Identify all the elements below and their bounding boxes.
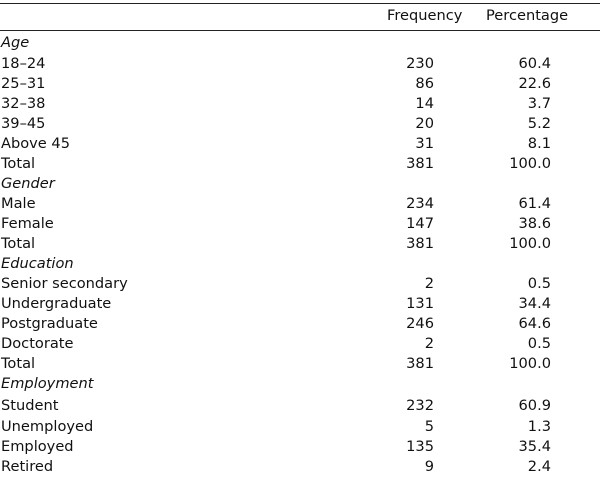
section-label: Employment: [1, 375, 94, 392]
percentage-cell: 0.5: [527, 335, 551, 352]
row-label: Male: [1, 195, 36, 212]
frequency-cell: 230: [406, 55, 434, 72]
section-header-row: [0, 374, 600, 394]
table-row: [0, 294, 600, 314]
table-row: [0, 314, 600, 334]
frequency-cell: 9: [424, 458, 434, 475]
row-label: Senior secondary: [1, 275, 128, 292]
percentage-cell: 22.6: [518, 75, 551, 92]
percentage-cell: 35.4: [518, 438, 551, 455]
row-label: Above 45: [1, 135, 70, 152]
table-row: [0, 214, 600, 234]
table-row: [0, 274, 600, 294]
table-row: [0, 437, 600, 457]
table-row: [0, 234, 600, 254]
frequency-cell: 234: [406, 195, 434, 212]
section-header-row: [0, 174, 600, 194]
frequency-cell: 31: [415, 135, 434, 152]
percentage-cell: 2.4: [527, 458, 551, 475]
table-row: [0, 114, 600, 134]
row-label: Total: [1, 235, 36, 252]
table-row: [0, 134, 600, 154]
percentage-cell: 100.0: [509, 235, 551, 252]
percentage-cell: 60.4: [518, 55, 551, 72]
section-label: Education: [1, 255, 74, 272]
section-label: Age: [1, 34, 30, 51]
column-header-frequency: Frequency: [387, 7, 463, 24]
row-label: Student: [1, 397, 59, 414]
frequency-cell: 2: [424, 275, 434, 292]
percentage-cell: 61.4: [518, 195, 551, 212]
percentage-cell: 64.6: [518, 315, 551, 332]
table-row: [0, 457, 600, 477]
row-label: Doctorate: [1, 335, 74, 352]
row-label: Undergraduate: [1, 295, 112, 312]
table-header-rule: [0, 30, 600, 31]
frequency-cell: 86: [415, 75, 434, 92]
table-top-rule: [0, 3, 600, 4]
frequency-cell: 381: [406, 155, 434, 172]
row-label: 18–24: [1, 55, 46, 72]
table-row: [0, 354, 600, 374]
percentage-cell: 60.9: [518, 397, 551, 414]
percentage-cell: 38.6: [518, 215, 551, 232]
table-row: [0, 94, 600, 114]
frequency-cell: 20: [415, 115, 434, 132]
table-row: [0, 334, 600, 354]
table-row: [0, 54, 600, 74]
table-row: [0, 154, 600, 174]
frequency-cell: 381: [406, 355, 434, 372]
percentage-cell: 3.7: [527, 95, 551, 112]
frequency-cell: 147: [406, 215, 434, 232]
percentage-cell: 1.3: [527, 418, 551, 435]
row-label: Unemployed: [1, 418, 94, 435]
frequency-cell: 135: [406, 438, 434, 455]
section-label: Gender: [1, 175, 55, 192]
frequency-cell: 381: [406, 235, 434, 252]
row-label: Female: [1, 215, 54, 232]
frequency-cell: 14: [415, 95, 434, 112]
frequency-cell: 5: [424, 418, 434, 435]
row-label: Employed: [1, 438, 74, 455]
table-row: [0, 74, 600, 94]
row-label: Total: [1, 355, 36, 372]
frequency-cell: 131: [406, 295, 434, 312]
section-header-row: [0, 254, 600, 274]
section-header-row: [0, 33, 600, 53]
frequency-cell: 232: [406, 397, 434, 414]
frequency-cell: 246: [406, 315, 434, 332]
table-row: [0, 417, 600, 437]
row-label: Total: [1, 155, 36, 172]
row-label: 32–38: [1, 95, 46, 112]
percentage-cell: 100.0: [509, 155, 551, 172]
row-label: 25–31: [1, 75, 46, 92]
table-row: [0, 396, 600, 416]
row-label: Postgraduate: [1, 315, 98, 332]
percentage-cell: 34.4: [518, 295, 551, 312]
percentage-cell: 5.2: [527, 115, 551, 132]
table-row: [0, 194, 600, 214]
percentage-cell: 0.5: [527, 275, 551, 292]
column-header-percentage: Percentage: [486, 7, 569, 24]
percentage-cell: 8.1: [527, 135, 551, 152]
percentage-cell: 100.0: [509, 355, 551, 372]
row-label: 39–45: [1, 115, 46, 132]
frequency-cell: 2: [424, 335, 434, 352]
row-label: Retired: [1, 458, 54, 475]
